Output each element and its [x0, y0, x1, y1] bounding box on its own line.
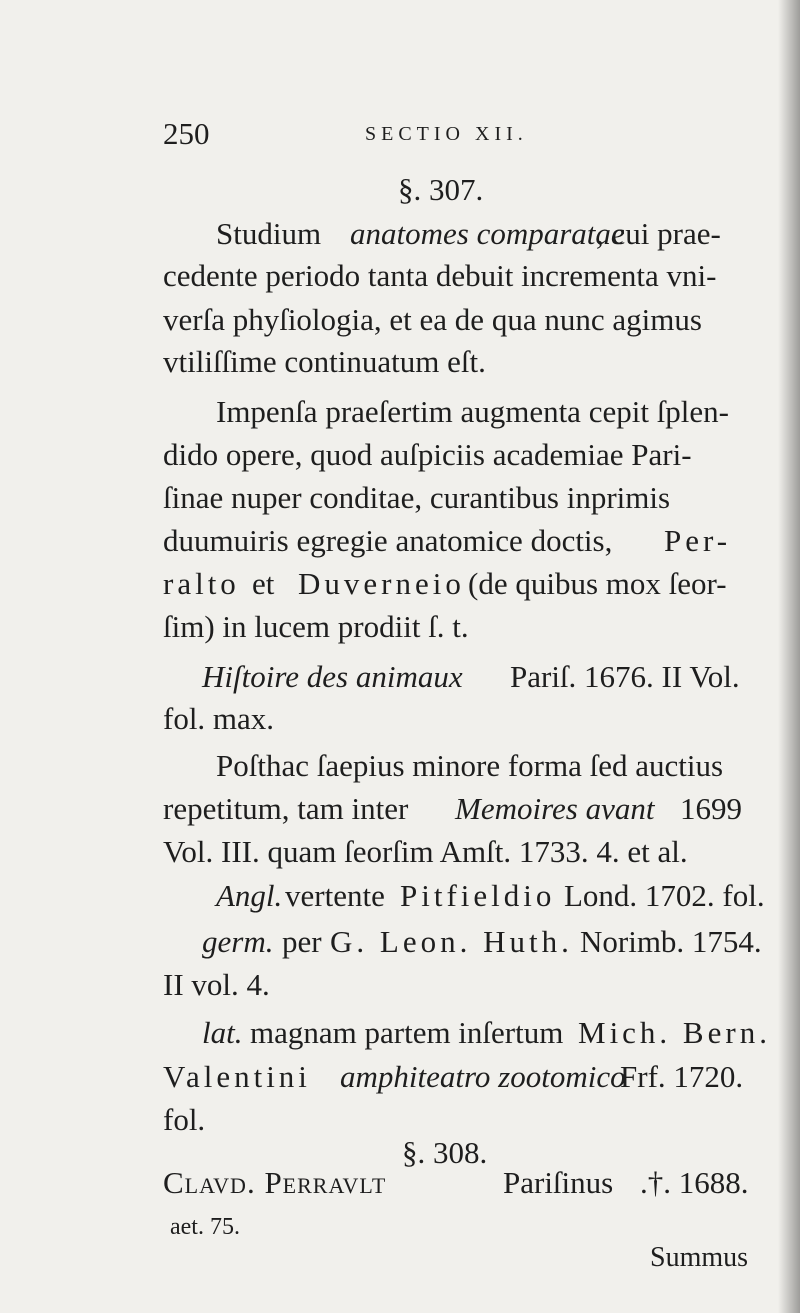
book-page: 250 SECTIO XII. §. 307. Studium anatomes comparatae , cui prae- cedente periodo tanta debuit incrementa vni- verſa phyſiologia, et ea de qua nunc agimus vtiliſſime continuatum eſt. Impenſa praeſertim augmenta cepit ſplen- dido opere, quod auſpiciis academiae Pari- ſinae nuper conditae, curantibus inprimis duumuiris egregie anatomice doctis, Per- ralto et Duverneio (de quibus mox ſeor- ſim) in lucem prodiit ſ. t. Hiſtoire des animaux Pariſ. 1676. II Vol. fol. max. Poſthac ſaepius minore forma ſed auctius repetitum, tam inter Memoires avant 1699 Vol. III. quam ſeorſim Amſt. 1733. 4. et al. Angl. vertente Pitfieldio Lond. 1702. fol. germ. per G. Leon. Huth. Norimb. 1754. II vol. 4. lat. magnam partem inſertum Mich. Bern. Valentini amphiteatro zootomico Frf. 1720. fol. §. 308. Clavd. Perravlt Pariſinus .†. 1688. aet. 75. Summus — [0, 0, 800, 1313]
running-head: SECTIO XII. — [365, 123, 528, 145]
page-number: 250 — [163, 116, 210, 151]
page-edge-shadow — [778, 0, 800, 1313]
